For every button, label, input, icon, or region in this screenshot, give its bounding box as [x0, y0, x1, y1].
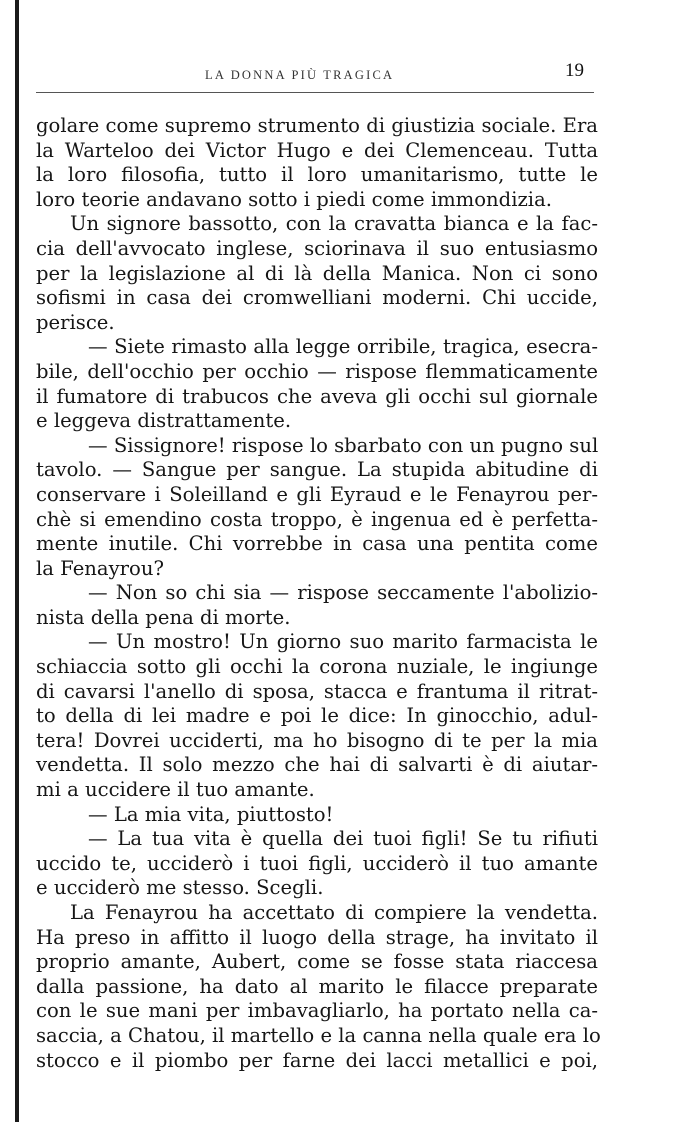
text-line: golare come supremo strumento di giustizia sociale. Era — [36, 114, 598, 137]
text-line: to della di lei madre e poi le dice: In ginocchio, adul- — [36, 704, 598, 728]
text-line: la loro filosofia, tutto il loro umanitarismo, tutte le — [36, 163, 598, 187]
text-line: vendetta. Il solo mezzo che hai di salvarti è di aiutar- — [36, 753, 598, 777]
text-line: Un signore bassotto, con la cravatta bianca e la fac- — [70, 212, 598, 236]
text-line: conservare i Soleilland e gli Eyraud e le Fenayrou per- — [36, 482, 598, 506]
text-line: cia dell'avvocato inglese, sciorinava il suo entusiasmo — [36, 236, 598, 260]
text-line: perisce. — [36, 310, 115, 334]
text-line: di cavarsi l'anello di sposa, stacca e frantuma il ritrat- — [36, 679, 598, 703]
text-line: saccia, a Chatou, il martello e la canna nella quale era lo — [36, 1023, 601, 1047]
text-line: la Fenayrou? — [36, 556, 164, 580]
text-line: Ha preso in affitto il luogo della strage, ha invitato il — [36, 925, 598, 949]
body-text — [36, 114, 601, 1073]
text-line: tavolo. — Sangue per sangue. La stupida abitudine di — [36, 458, 598, 482]
page-number: 19 — [565, 60, 584, 81]
scan-edge — [15, 0, 19, 1122]
text-line: e ucciderò me stesso. Scegli. — [36, 876, 324, 900]
text-line: schiaccia sotto gli occhi la corona nuziale, le ingiunge — [36, 655, 598, 679]
text-line: mi a uccidere il tuo amante. — [36, 778, 315, 802]
text-line: tera! Dovrei ucciderti, ma ho bisogno di te per la mia — [36, 728, 598, 752]
header-rule — [36, 92, 594, 93]
running-title: LA DONNA PIÙ TRAGICA — [205, 68, 395, 82]
text-line: — Non so chi sia — rispose seccamente l'abolizio- — [88, 581, 598, 605]
text-line: — Siete rimasto alla legge orribile, tragica, esecra- — [88, 335, 598, 359]
text-line: proprio amante, Aubert, come se fosse stata riaccesa — [36, 950, 598, 974]
text-line: con le sue mani per imbavagliarlo, ha portato nella ca- — [36, 999, 598, 1023]
text-line: — Sissignore! rispose lo sbarbato con un pugno sul — [88, 433, 599, 457]
text-line: dalla passione, ha dato al marito le filacce preparate — [36, 974, 598, 998]
text-line: nista della pena di morte. — [36, 605, 291, 629]
text-line: il fumatore di trabucos che aveva gli occhi sul giornale — [36, 384, 598, 408]
text-line: loro teorie andavano sotto i piedi come immondizia. — [36, 187, 552, 211]
text-line: sofismi in casa dei cromwelliani moderni. Chi uccide, — [36, 286, 598, 310]
text-line: — La mia vita, piuttosto! — [88, 802, 334, 826]
text-line: e leggeva distrattamente. — [36, 409, 292, 433]
text-line: — La tua vita è quella dei tuoi figli! Se tu rifiuti — [88, 827, 598, 851]
text-line: uccido te, ucciderò i tuoi figli, ucciderò il tuo amante — [36, 851, 598, 875]
text-line: stocco e il piombo per farne dei lacci metallici e poi, — [36, 1048, 598, 1072]
page-header — [40, 58, 640, 92]
text-line: La Fenayrou ha accettato di compiere la vendetta. — [70, 901, 598, 924]
text-line: la Warteloo dei Victor Hugo e dei Clemenceau. Tutta — [36, 138, 598, 162]
text-line: per la legislazione al di là della Manica. Non ci sono — [36, 261, 598, 285]
text-line: bile, dell'occhio per occhio — rispose flemmaticamente — [36, 359, 598, 383]
text-line: mente inutile. Chi vorrebbe in casa una pentita come — [36, 532, 598, 556]
text-line: — Un mostro! Un giorno suo marito farmacista le — [88, 630, 598, 654]
text-line: chè si emendino costa troppo, è ingenua ed è perfetta- — [36, 507, 598, 531]
